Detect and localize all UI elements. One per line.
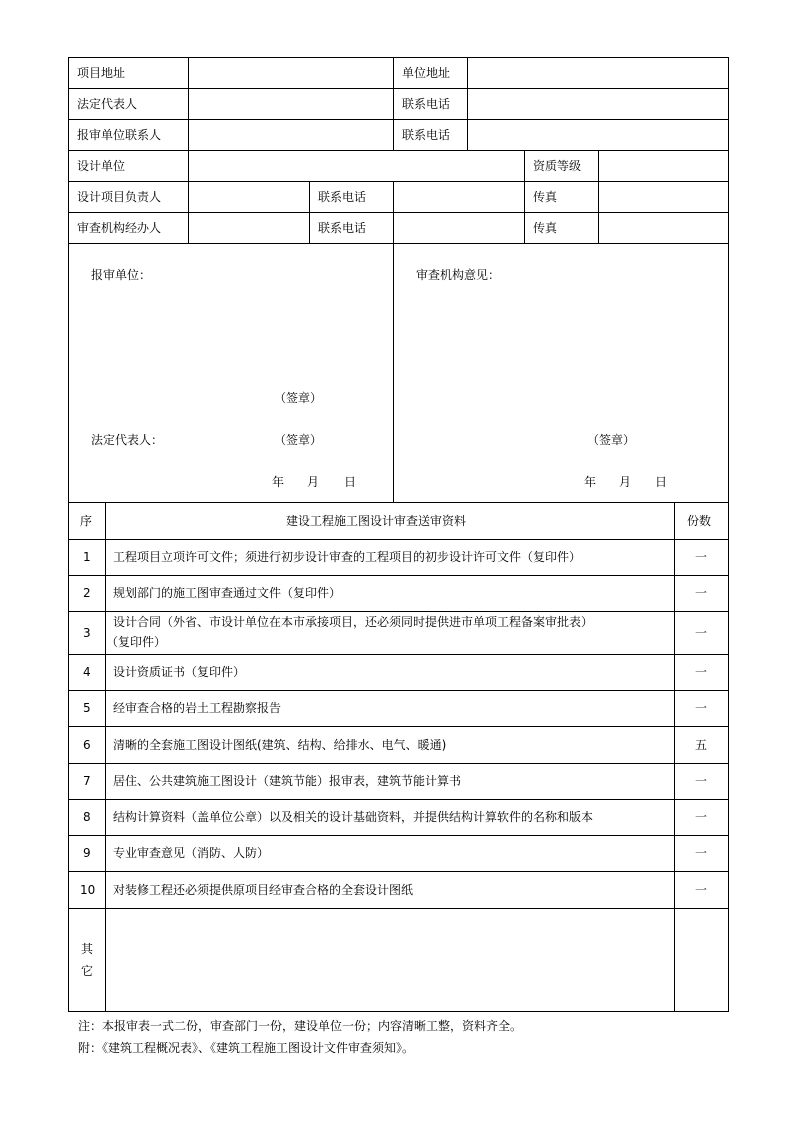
qualification-label: 资质等级: [533, 159, 582, 173]
row-no: 7: [83, 774, 91, 788]
table-rule: [68, 502, 729, 503]
row-copies: 一: [695, 883, 708, 897]
project-address-label: 项目地址: [77, 66, 126, 80]
phone-field[interactable]: [394, 182, 524, 212]
table-rule: [68, 835, 729, 836]
design-lead-label: 设计项目负责人: [77, 190, 162, 204]
table-rule-v: [393, 243, 394, 502]
applicant-contact-label: 报审单位联系人: [77, 128, 162, 142]
row-no: 5: [83, 701, 91, 715]
fax-field[interactable]: [599, 182, 728, 212]
row-no: 4: [83, 665, 91, 679]
table-rule: [68, 539, 729, 540]
phone-field[interactable]: [468, 89, 728, 119]
row-no: 6: [83, 738, 91, 752]
stamp-label: （签章）: [274, 433, 323, 447]
design-unit-field[interactable]: [189, 151, 524, 181]
table-rule: [68, 654, 729, 655]
phone-label: 联系电话: [318, 190, 367, 204]
other-label: 其: [81, 942, 94, 956]
row-text: 设计合同（外省、市设计单位在本市承接项目，还必须同时提供进市单项工程备案审批表）: [113, 615, 594, 629]
row-copies: 一: [695, 586, 708, 600]
row-text: 经审查合格的岩土工程勘察报告: [113, 701, 282, 715]
phone-field[interactable]: [468, 120, 728, 150]
design-unit-label: 设计单位: [77, 159, 126, 173]
table-rule: [68, 690, 729, 691]
row-text: 专业审查意见（消防、人防）: [113, 846, 270, 860]
review-agent-label: 审查机构经办人: [77, 221, 162, 235]
row-text: 结构计算资料（盖单位公章）以及相关的设计基础资料，并提供结构计算软件的名称和版本: [113, 810, 594, 824]
stamp-label: （签章）: [587, 433, 636, 447]
row-no: 8: [83, 810, 91, 824]
project-address-field[interactable]: [189, 58, 393, 88]
footer-attachment: 附：《建筑工程概况表》、《建筑工程施工图设计文件审查须知》。: [78, 1041, 415, 1055]
row-copies: 一: [695, 810, 708, 824]
table-rule: [68, 763, 729, 764]
stamp-label: （签章）: [274, 391, 323, 405]
review-agent-field[interactable]: [189, 213, 309, 243]
applicant-unit-label: 报审单位：: [91, 268, 152, 282]
fax-label: 传真: [533, 221, 558, 235]
qualification-field[interactable]: [599, 151, 728, 181]
footer-note: 注：本报审表一式二份，审查部门一份，建设单位一份；内容清晰工整，资料齐全。: [78, 1019, 523, 1033]
table-rule: [68, 871, 729, 872]
row-text: 清晰的全套施工图设计图纸(建筑、结构、给排水、电气、暖通): [113, 738, 447, 752]
row-text-continued: （复印件）: [106, 635, 167, 649]
table-rule-v: [674, 502, 675, 1011]
row-copies: 一: [695, 846, 708, 860]
legal-rep-sign-label: 法定代表人：: [91, 433, 164, 447]
date-day-label: 日: [655, 475, 668, 489]
row-copies: 一: [695, 626, 708, 640]
phone-label: 联系电话: [318, 221, 367, 235]
materials-no-header: 序: [80, 514, 93, 528]
other-field[interactable]: [106, 909, 674, 1011]
phone-field[interactable]: [394, 213, 524, 243]
fax-label: 传真: [533, 190, 558, 204]
row-no: 10: [80, 883, 96, 897]
row-no: 2: [83, 586, 91, 600]
applicant-contact-field[interactable]: [189, 120, 393, 150]
table-rule-v: [393, 57, 394, 151]
date-month-label: 月: [619, 475, 632, 489]
row-copies: 一: [695, 774, 708, 788]
materials-copies-header: 份数: [687, 514, 712, 528]
table-rule-v: [309, 181, 310, 243]
row-no: 1: [83, 550, 91, 564]
unit-address-field[interactable]: [468, 58, 728, 88]
fax-field[interactable]: [599, 213, 728, 243]
legal-rep-label: 法定代表人: [77, 97, 138, 111]
table-rule-v: [524, 150, 525, 243]
row-text: 对装修工程还必须提供原项目经审查合格的全套设计图纸: [113, 883, 414, 897]
date-day-label: 日: [344, 475, 357, 489]
table-rule: [68, 575, 729, 576]
table-rule: [68, 726, 729, 727]
unit-address-label: 单位地址: [402, 66, 451, 80]
legal-rep-field[interactable]: [189, 89, 393, 119]
row-text: 规划部门的施工图审查通过文件（复印件）: [113, 586, 342, 600]
date-year-label: 年: [584, 475, 597, 489]
row-no: 9: [83, 846, 91, 860]
materials-title-header: 建设工程施工图设计审查送审资料: [286, 514, 467, 528]
row-copies: 五: [695, 738, 708, 752]
table-border-bottom: [68, 1011, 729, 1012]
table-rule: [68, 243, 729, 244]
table-border-left: [68, 57, 69, 1012]
date-month-label: 月: [307, 475, 320, 489]
row-copies: 一: [695, 550, 708, 564]
table-rule: [68, 611, 729, 612]
row-text: 工程项目立项许可文件；须进行初步设计审查的工程项目的初步设计许可文件（复印件）: [113, 550, 582, 564]
review-opinion-label: 审查机构意见：: [416, 268, 501, 282]
row-no: 3: [83, 626, 91, 640]
phone-label: 联系电话: [402, 128, 451, 142]
row-text: 居住、公共建筑施工图设计（建筑节能）报审表，建筑节能计算书: [113, 774, 462, 788]
row-text: 设计资质证书（复印件）: [113, 665, 246, 679]
date-year-label: 年: [272, 475, 285, 489]
row-copies: 一: [695, 665, 708, 679]
table-rule: [68, 799, 729, 800]
table-border-right: [728, 57, 729, 1012]
phone-label: 联系电话: [402, 97, 451, 111]
other-label: 它: [81, 964, 94, 978]
row-copies: 一: [695, 701, 708, 715]
design-lead-field[interactable]: [189, 182, 309, 212]
